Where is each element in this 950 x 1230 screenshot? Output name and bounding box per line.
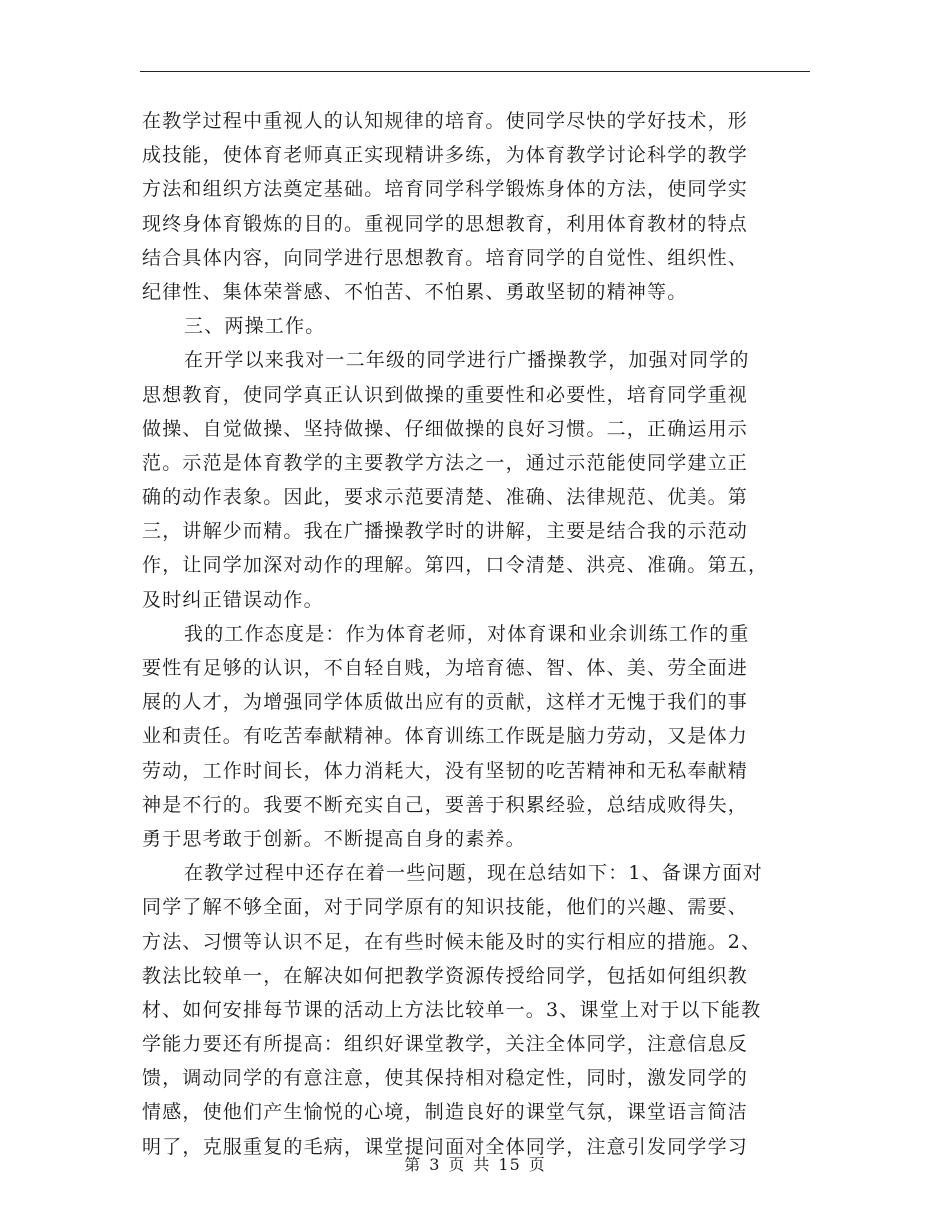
text-line: 学能力要还有所提高：组织好课堂教学，关注全体同学，注意信息反 <box>142 1033 749 1056</box>
text-line: 我的工作态度是：作为体育老师，对体育课和业余训练工作的重 <box>184 622 750 645</box>
footer-total-pages: 15 <box>498 1155 521 1174</box>
text-line: 三、两操工作。 <box>184 315 326 338</box>
text-line: 作，让同学加深对动作的理解。第四，口令清楚、洪亮、准确。第五， <box>142 554 769 577</box>
text-line: 材、如何安排每节课的活动上方法比较单一。3、课堂上对于以下能教 <box>142 998 762 1021</box>
footer-prefix: 第 <box>404 1155 422 1174</box>
text-line: 神是不行的。我要不断充实自己，要善于积累经验，总结成败得失， <box>142 793 749 816</box>
text-line: 思想教育，使同学真正认识到做操的重要性和必要性，培育同学重视 <box>142 383 749 406</box>
text-line: 馈，调动同学的有意注意，使其保持相对稳定性，同时，激发同学的 <box>142 1067 749 1090</box>
footer-total-word: 共 <box>473 1155 491 1174</box>
text-line: 劳动，工作时间长，体力消耗大，没有坚韧的吃苦精神和无私奉献精 <box>142 759 749 782</box>
footer-page-word: 页 <box>448 1155 466 1174</box>
text-line: 情感，使他们产生愉悦的心境，制造良好的课堂气氛，课堂语言简洁 <box>142 1101 749 1124</box>
text-line: 业和责任。有吃苦奉献精神。体育训练工作既是脑力劳动，又是体力 <box>142 725 749 748</box>
text-line: 明了，克服重复的毛病，课堂提问面对全体同学，注意引发同学学习 <box>142 1135 749 1158</box>
text-line: 结合具体内容，向同学进行思想教育。培育同学的自觉性、组织性、 <box>142 246 749 269</box>
text-line: 确的动作表象。因此，要求示范要清楚、准确、法律规范、优美。第 <box>142 486 749 509</box>
footer-suffix: 页 <box>528 1155 546 1174</box>
text-line: 在教学过程中还存在着一些问题，现在总结如下：1、备课方面对 <box>184 862 763 885</box>
text-line: 要性有足够的认识，不自轻自贱，为培育德、智、体、美、劳全面进 <box>142 657 749 679</box>
text-line: 成技能，使体育老师真正实现精讲多练，为体育教学讨论科学的教学 <box>142 144 749 167</box>
footer-current-page: 3 <box>429 1155 441 1174</box>
text-line: 范。示范是体育教学的主要教学方法之一，通过示范能使同学建立正 <box>142 451 749 474</box>
text-line: 现终身体育锻炼的目的。重视同学的思想教育，利用体育教材的特点 <box>142 212 749 235</box>
text-line: 及时纠正错误动作。 <box>142 588 324 611</box>
header-rule <box>140 71 810 72</box>
text-line: 勇于思考敢于创新。不断提高自身的素养。 <box>142 827 526 850</box>
text-line: 三，讲解少而精。我在广播操教学时的讲解，主要是结合我的示范动 <box>142 520 749 543</box>
text-line: 在开学以来我对一二年级的同学进行广播操教学，加强对同学的 <box>184 349 750 372</box>
text-line: 方法、习惯等认识不足，在有些时候未能及时的实行相应的措施。2、 <box>142 930 762 953</box>
text-line: 展的人才，为增强同学体质做出应有的贡献，这样才无愧于我们的事 <box>142 691 749 714</box>
page-footer <box>0 1152 950 1175</box>
text-line: 教法比较单一，在解决如何把教学资源传授给同学，包括如何组织教 <box>142 964 749 987</box>
text-line: 同学了解不够全面，对于同学原有的知识技能，他们的兴趣、需要、 <box>142 896 749 919</box>
text-line: 方法和组织方法奠定基础。培育同学科学锻炼身体的方法，使同学实 <box>142 178 749 201</box>
text-line: 在教学过程中重视人的认知规律的培育。使同学尽快的学好技术，形 <box>142 110 749 132</box>
text-line: 纪律性、集体荣誉感、不怕苦、不怕累、勇敢坚韧的精神等。 <box>142 280 688 303</box>
document-body <box>142 104 812 1164</box>
text-line: 做操、自觉做操、坚持做操、仔细做操的良好习惯。二，正确运用示 <box>142 417 749 440</box>
